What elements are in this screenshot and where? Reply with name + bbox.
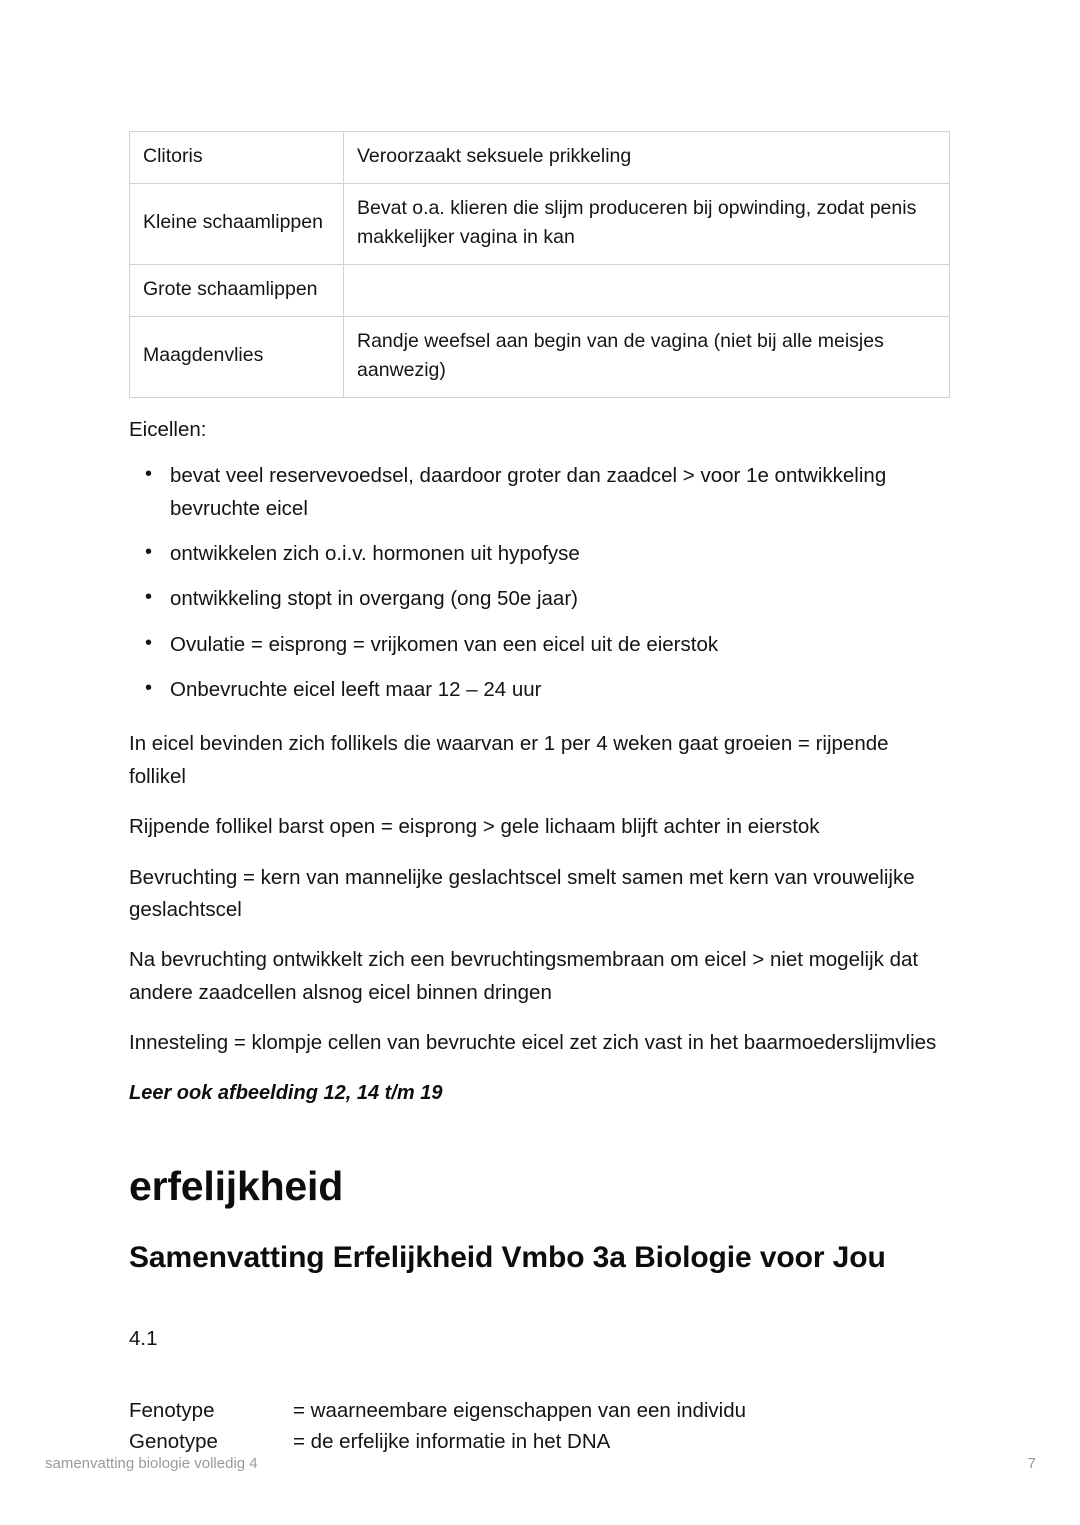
paragraph-bevruchting: Bevruchting = kern van mannelijke geslachtscel smelt samen met kern van vrouwelijke geslachtscel	[129, 865, 915, 921]
table-cell-term: Maagdenvlies	[130, 316, 344, 397]
list-item: • ontwikkelen zich o.i.v. hormonen uit hypofyse	[129, 538, 949, 570]
study-note: Leer ook afbeelding 12, 14 t/m 19	[129, 1082, 443, 1105]
page-footer	[45, 1455, 1036, 1472]
paragraph-innesteling: Innesteling = klompje cellen van bevruchte eicel zet zich vast in het baarmoederslijmvlies	[129, 1031, 937, 1054]
table-row	[130, 264, 950, 316]
table-cell-description: Randje weefsel aan begin van de vagina (niet bij alle meisjes aanwezig)	[344, 316, 950, 397]
eicellen-bullet-list	[129, 460, 949, 706]
list-item: • Onbevruchte eicel leeft maar 12 – 24 uur	[129, 674, 949, 706]
definition-row-genotype	[129, 1426, 949, 1457]
table-cell-term: Kleine schaamlippen	[130, 183, 344, 264]
eicellen-lead: Eicellen:	[129, 417, 207, 441]
definition-row-fenotype	[129, 1395, 949, 1426]
table-row	[130, 132, 950, 184]
footer-page-number: 7	[1027, 1455, 1036, 1472]
table-cell-term: Clitoris	[130, 132, 344, 184]
definition-description: = waarneembare eigenschappen van een individu	[293, 1399, 747, 1422]
footer-document-title: samenvatting biologie volledig 4	[45, 1455, 258, 1472]
table-row	[130, 316, 950, 397]
definition-term: Fenotype	[129, 1399, 215, 1422]
table-cell-term: Grote schaamlippen	[130, 264, 344, 316]
definition-list	[129, 1395, 949, 1457]
definition-term: Genotype	[129, 1430, 218, 1454]
table-cell-description	[344, 264, 950, 316]
paragraph-bevruchtingsmembraan: Na bevruchting ontwikkelt zich een bevruchtingsmembraan om eicel > niet mogelijk dat andere zaadcellen alsnog eicel binnen dringen	[129, 948, 919, 1004]
list-item: • bevat veel reservevoedsel, daardoor groter dan zaadcel > voor 1e ontwikkeling bevruchte eicel	[129, 460, 949, 525]
table-cell-description: Bevat o.a. klieren die slijm produceren bij opwinding, zodat penis makkelijker vagina in kan	[344, 183, 950, 264]
chapter-heading: erfelijkheid	[129, 1163, 344, 1210]
list-item: • Ovulatie = eisprong = vrijkomen van een eicel uit de eierstok	[129, 629, 949, 661]
paragraph-follikels: In eicel bevinden zich follikels die waarvan er 1 per 4 weken gaat groeien = rijpende follikel	[129, 732, 889, 788]
list-item: • ontwikkeling stopt in overgang (ong 50e jaar)	[129, 583, 949, 615]
definition-description: = de erfelijke informatie in het DNA	[293, 1430, 611, 1454]
paragraph-rijpende-follikel: Rijpende follikel barst open = eisprong > gele lichaam blijft achter in eierstok	[129, 815, 820, 839]
chapter-subtitle: Samenvatting Erfelijkheid Vmbo 3a Biologie voor Jou	[129, 1240, 886, 1274]
page-content	[129, 131, 949, 1457]
anatomy-table	[129, 131, 950, 398]
table-row	[130, 183, 950, 264]
section-number: 4.1	[129, 1327, 158, 1351]
table-cell-description: Veroorzaakt seksuele prikkeling	[344, 132, 950, 184]
